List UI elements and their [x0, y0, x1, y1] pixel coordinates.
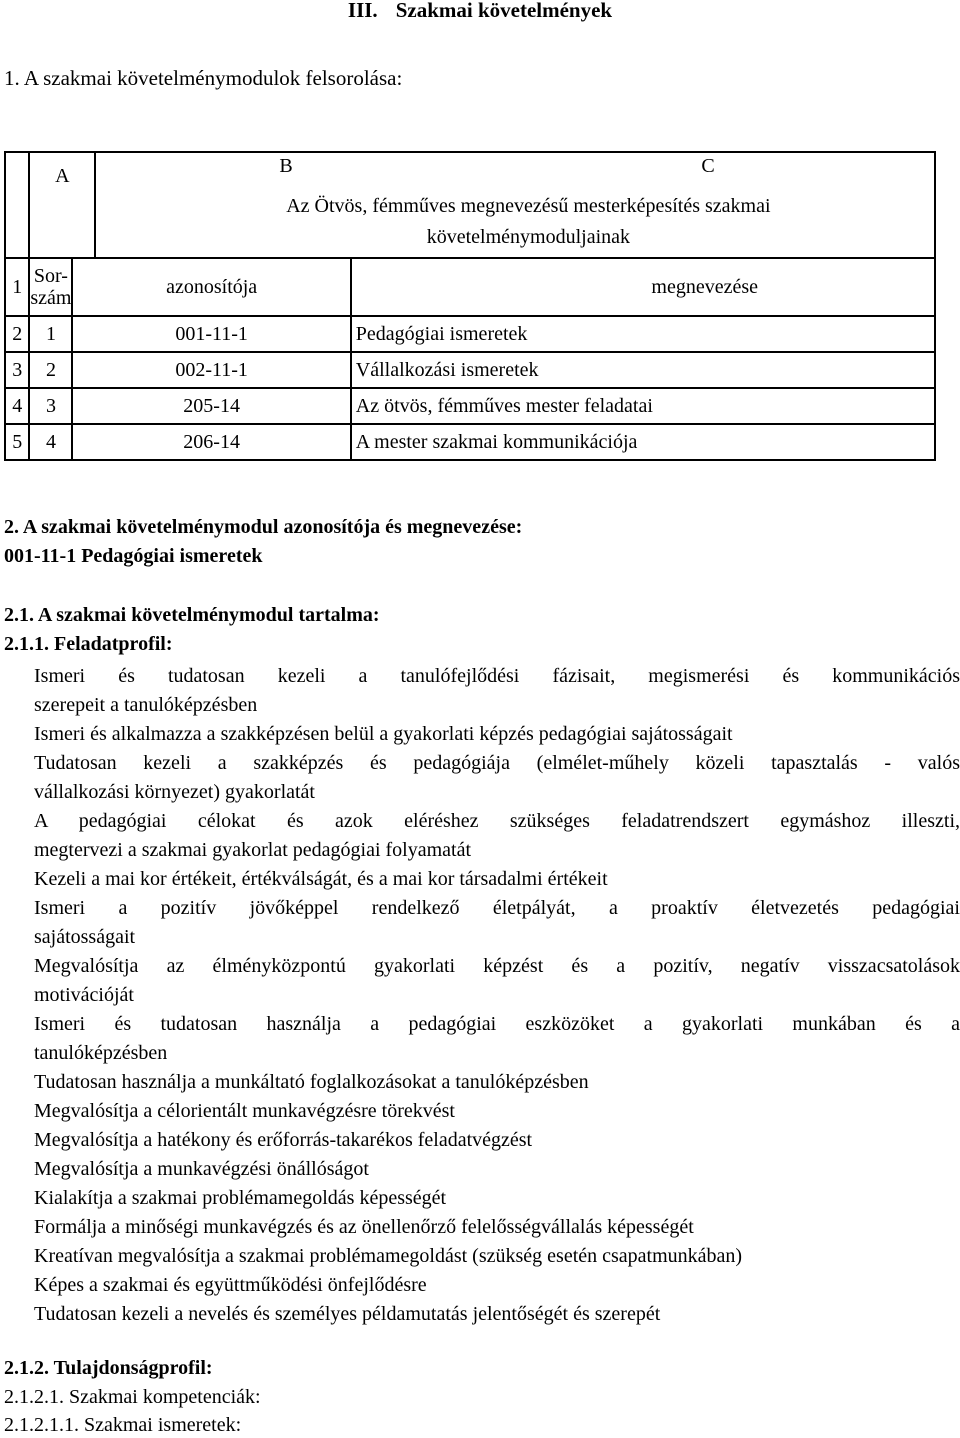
list-item: Ismeri és alkalmazza a szakképzésen belül a gyakorlati képzés pedagógiai sajátosságait: [34, 723, 733, 745]
header-line-1: Az Ötvös, fémműves megnevezésű mesterképesítés szakmai: [286, 195, 771, 217]
sorszam-line-2: szám: [30, 287, 72, 309]
page-title: [0, 0, 960, 23]
section-2-1-2-1-1-heading: 2.1.2.1.1. Szakmai ismeretek:: [4, 1414, 242, 1436]
azonosito-header: azonosítója: [72, 258, 350, 316]
list-item: Megvalósítja a célorientált munkavégzésre törekvést: [34, 1100, 455, 1122]
list-item: Képes a szakmai és együttműködési önfejlődésre: [34, 1274, 427, 1296]
row-sorszam: 4: [29, 424, 72, 460]
megnevezes-header: megnevezése: [351, 258, 935, 316]
row-name: Pedagógiai ismeretek: [351, 316, 935, 352]
list-item: Formálja a minőségi munkavégzés és az önellenőrző felelősségvállalás képességét: [34, 1216, 694, 1238]
list-item-continuation: vállalkozási környezet) gyakorlatát: [34, 781, 315, 803]
header-line-2: követelménymoduljainak: [426, 226, 631, 248]
col-c-label: C: [701, 155, 715, 177]
list-item: Tudatosan kezeli a nevelés és személyes példamutatás jelentőségét és szerepét: [34, 1303, 661, 1325]
list-item: Ismeri és tudatosan használja a pedagógiai eszközöket a gyakorlati munkában és a: [34, 1013, 960, 1035]
row-name: Az ötvös, fémműves mester feladatai: [351, 388, 935, 424]
section-2-heading: 2. A szakmai követelménymodul azonosítója és megnevezése:: [4, 516, 523, 538]
table-row-num-header: [5, 152, 29, 258]
sorszam-line-1: Sor-: [33, 265, 68, 287]
section-2-1-2-1-heading: 2.1.2.1. Szakmai kompetenciák:: [4, 1386, 261, 1408]
section-2-1-2-heading: 2.1.2. Tulajdonságprofil:: [4, 1357, 213, 1379]
list-item: Megvalósítja az élményközpontú gyakorlati képzést és a pozitív, negatív visszacsatolások: [34, 955, 960, 977]
sorszam-header: [29, 258, 72, 316]
list-item: Megvalósítja a munkavégzési önállóságot: [34, 1158, 369, 1180]
section-2-1-1-heading: 2.1.1. Feladatprofil:: [4, 633, 173, 655]
list-item: Ismeri és tudatosan kezeli a tanulófejlődési fázisait, megismerési és kommunikációs: [34, 665, 960, 687]
table-row: [5, 424, 935, 460]
list-item: Tudatosan használja a munkáltató foglalkozásokat a tanulóképzésben: [34, 1071, 589, 1093]
table-header-cell: [29, 152, 935, 258]
page-title-text: Szakmai követelmények: [395, 0, 613, 22]
list-item-continuation: tanulóképzésben: [34, 1042, 168, 1064]
module-id-heading: 001-11-1 Pedagógiai ismeretek: [4, 545, 263, 567]
row-name: A mester szakmai kommunikációja: [351, 424, 935, 460]
row-number: 2: [5, 316, 29, 352]
list-item-continuation: sajátosságait: [34, 926, 136, 948]
row-number: 3: [5, 352, 29, 388]
row-id: 002-11-1: [72, 352, 350, 388]
row-1-number: 1: [5, 258, 29, 316]
table-row: [5, 316, 935, 352]
table-row: [5, 352, 935, 388]
table-row: [5, 388, 935, 424]
row-id: 206-14: [72, 424, 350, 460]
section-1-heading: 1. A szakmai követelménymodulok felsorolása:: [4, 66, 403, 90]
col-b-label: B: [279, 155, 293, 177]
section-2-1-heading: 2.1. A szakmai követelménymodul tartalma:: [4, 604, 380, 626]
row-id: 001-11-1: [72, 316, 350, 352]
page-title-number: III.: [347, 0, 378, 22]
list-item-continuation: szerepeit a tanulóképzésben: [34, 694, 258, 716]
row-id: 205-14: [72, 388, 350, 424]
row-sorszam: 3: [29, 388, 72, 424]
list-item-continuation: motivációját: [34, 984, 134, 1006]
list-item: A pedagógiai célokat és azok eléréshez szükséges feladatrendszert egymáshoz illeszti,: [34, 810, 960, 832]
list-item: Kialakítja a szakmai problémamegoldás képességét: [34, 1187, 447, 1209]
modules-table: [4, 151, 936, 461]
list-item: Kezeli a mai kor értékeit, értékválságát, és a mai kor társadalmi értékeit: [34, 868, 608, 890]
row-number: 5: [5, 424, 29, 460]
list-item: Megvalósítja a hatékony és erőforrás-takarékos feladatvégzést: [34, 1129, 533, 1151]
row-sorszam: 1: [29, 316, 72, 352]
row-number: 4: [5, 388, 29, 424]
col-a-label: A: [55, 165, 70, 187]
list-item: Tudatosan kezeli a szakképzés és pedagógiája (elmélet-műhely közeli tapasztalás - valós: [34, 752, 960, 774]
row-sorszam: 2: [29, 352, 72, 388]
list-item: Kreatívan megvalósítja a szakmai problémamegoldást (szükség esetén csapatmunkában): [34, 1245, 743, 1267]
list-item: Ismeri a pozitív jövőképpel rendelkező életpályát, a proaktív életvezetés pedagógiai: [34, 897, 960, 919]
row-name: Vállalkozási ismeretek: [351, 352, 935, 388]
list-item-continuation: megtervezi a szakmai gyakorlat pedagógiai folyamatát: [34, 839, 472, 861]
